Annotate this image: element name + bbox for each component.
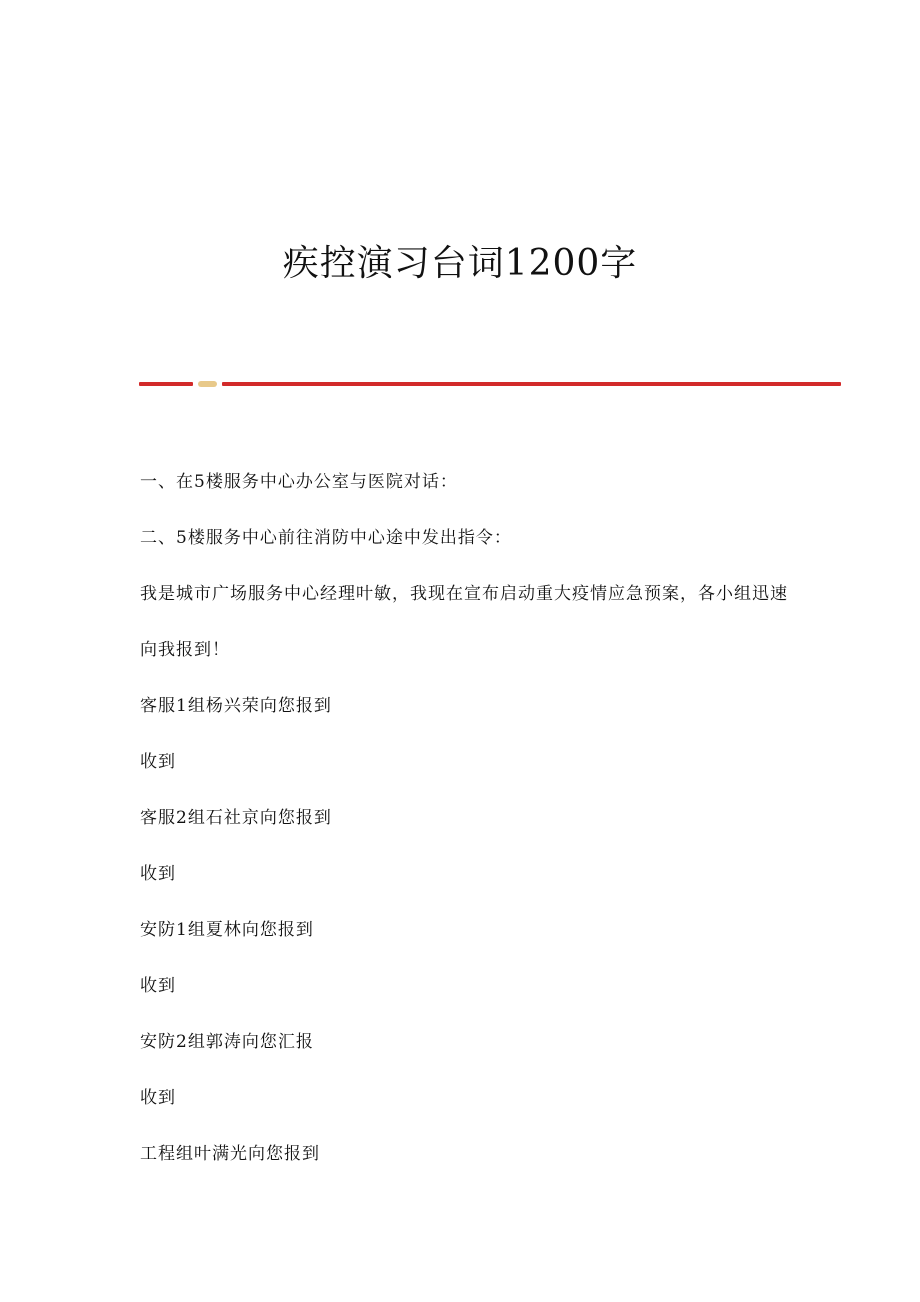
document-title: 疾控演习台词1200字	[282, 243, 638, 285]
paragraph: 二、5楼服务中心前往消防中心途中发出指令：	[140, 528, 512, 548]
paragraph: 客服2组石社京向您报到	[140, 808, 332, 828]
paragraph: 我是城市广场服务中心经理叶敏，我现在宣布启动重大疫情应急预案，各小组迅速向我报到！	[140, 584, 788, 660]
paragraph: 一、在5楼服务中心办公室与医院对话：	[140, 472, 458, 492]
paragraph: 安防1组夏林向您报到	[140, 920, 314, 940]
paragraph: 收到	[140, 976, 176, 996]
paragraph: 收到	[140, 864, 176, 884]
paragraph: 安防2组郭涛向您汇报	[140, 1032, 314, 1052]
divider-ornament-icon	[198, 381, 217, 387]
divider-bar-left	[139, 382, 193, 386]
paragraph: 收到	[140, 752, 176, 772]
paragraph: 收到	[140, 1088, 176, 1108]
paragraph: 客服1组杨兴荣向您报到	[140, 696, 332, 716]
paragraph: 工程组叶满光向您报到	[140, 1144, 320, 1164]
document-body	[140, 468, 790, 1196]
divider-bar-right	[222, 382, 841, 386]
title-divider	[139, 379, 841, 389]
